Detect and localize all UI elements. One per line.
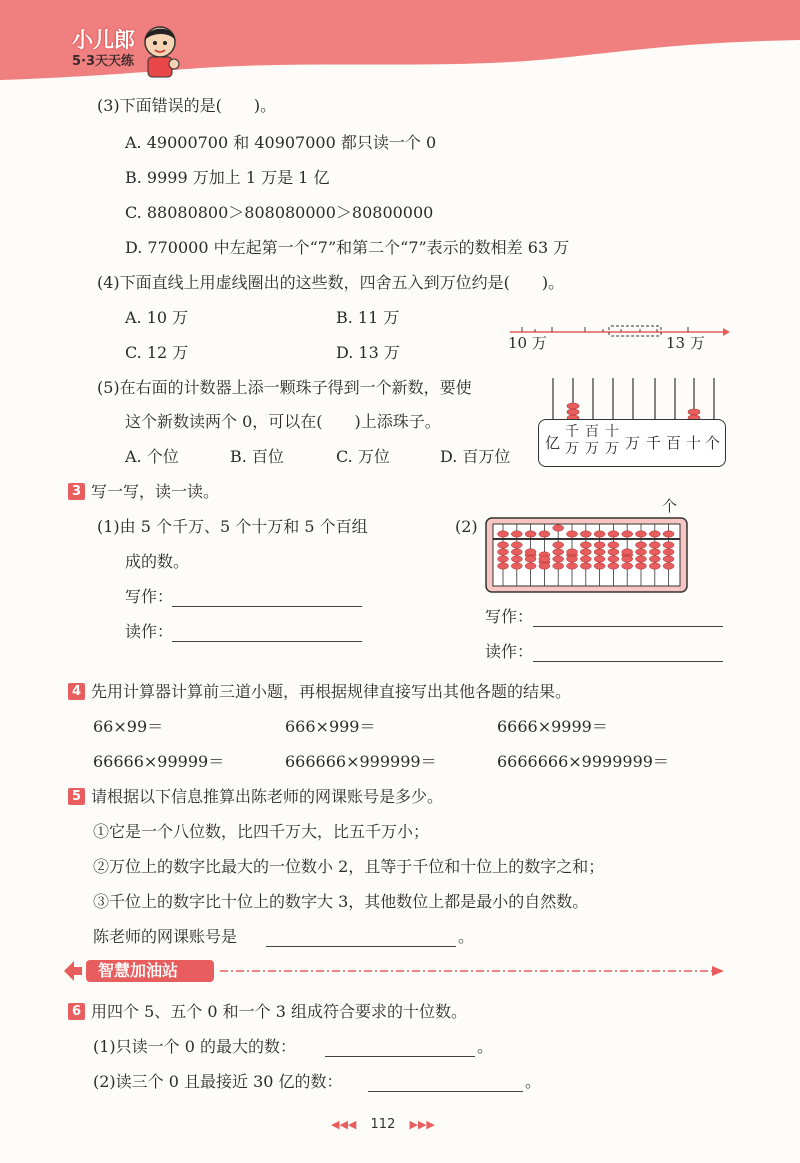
s6-p2: (2)读三个 0 且最接近 30 亿的数： [93, 1072, 343, 1091]
banner-title: 智慧加油站 [98, 961, 179, 980]
q4-title: (4)下面直线上用虚线圈出的这些数，四舍五入到万位约是( )。 [97, 273, 565, 292]
abacus-bead [498, 556, 509, 562]
section3-heading [68, 482, 219, 501]
counter-rods [538, 376, 728, 422]
abacus-bead [594, 563, 605, 569]
s6-p2-end: 。 [525, 1072, 542, 1091]
abacus-bead [663, 549, 674, 555]
section4-heading [68, 682, 571, 701]
unit-bai: 百 [666, 434, 682, 452]
abacus-bead [636, 556, 647, 562]
s3-p1-line1: (1)由 5 个千万、5 个十万和 5 个百组 [97, 517, 368, 536]
abacus-bead [539, 556, 550, 562]
abacus-bead [498, 549, 509, 555]
abacus-bead [553, 549, 564, 555]
unit-shiwan: 十万 [605, 424, 619, 457]
s3-p2-write-blank[interactable] [533, 612, 723, 627]
abacus-bead [649, 556, 660, 562]
abacus-bead [608, 542, 619, 548]
abacus-bead [553, 563, 564, 569]
s6-p2-blank[interactable] [368, 1077, 523, 1092]
q3-option-b: B. 9999 万加上 1 万是 1 亿 [125, 168, 330, 187]
abacus-bead [553, 542, 564, 548]
abacus-bead [567, 556, 578, 562]
abacus-bead [594, 542, 605, 548]
page-footer [331, 1117, 435, 1133]
mascot-icon [138, 22, 186, 80]
section6-title: 用四个 5、五个 0 和一个 3 组成符合要求的十位数。 [91, 1002, 467, 1021]
s5-clue3: ③千位上的数字比十位上的数字大 3，其他数位上都是最小的自然数。 [93, 892, 589, 911]
abacus-bead [498, 542, 509, 548]
abacus-bead [636, 542, 647, 548]
abacus-bead [580, 531, 591, 537]
page-number: 112 [370, 1117, 396, 1132]
abacus-bead [580, 563, 591, 569]
abacus-bead [567, 563, 578, 569]
q5-option-d: D. 百万位 [440, 447, 511, 466]
brand-title: 小儿郎 [72, 28, 135, 52]
abacus-bead [525, 563, 536, 569]
abacus-bead [636, 549, 647, 555]
abacus-ge-label: 个 [662, 497, 678, 515]
abacus-bead [580, 556, 591, 562]
abacus-bead [622, 531, 633, 537]
s4-item-5: 666666×999999＝ [285, 752, 437, 771]
abacus-bead [580, 542, 591, 548]
s4-item-1: 66×99＝ [93, 717, 164, 736]
abacus-bead [608, 549, 619, 555]
q3-option-d: D. 770000 中左起第一个“7”和第二个“7”表示的数相差 63 万 [125, 238, 570, 257]
abacus-bead [539, 531, 550, 537]
s5-answer-suffix: 。 [458, 927, 475, 946]
s3-p1-read-label: 读作： [125, 622, 174, 641]
q4-option-b: B. 11 万 [336, 308, 400, 327]
section3-number: 3 [68, 483, 85, 500]
s3-p1-write-label: 写作： [125, 587, 174, 606]
s6-p1: (1)只读一个 0 的最大的数： [93, 1037, 297, 1056]
s3-p2-label: (2) [455, 517, 478, 536]
unit-wan: 万 [625, 434, 641, 452]
abacus-bead [622, 556, 633, 562]
s6-p1-end: 。 [477, 1037, 494, 1056]
abacus-bead [511, 556, 522, 562]
abacus-bead [663, 556, 674, 562]
s5-answer-blank[interactable] [266, 932, 456, 947]
abacus-bead [567, 549, 578, 555]
abacus-bead [539, 563, 550, 569]
abacus-bead [511, 549, 522, 555]
unit-shi: 十 [686, 434, 702, 452]
s4-item-3: 6666×9999＝ [497, 717, 608, 736]
s3-p2-read-label: 读作： [485, 642, 534, 661]
s6-p1-blank[interactable] [325, 1042, 475, 1057]
abacus-bead [608, 563, 619, 569]
footer-left-arrows-icon: ◀◀◀ [331, 1118, 357, 1131]
s4-item-4: 66666×99999＝ [93, 752, 225, 771]
s3-p2-read-blank[interactable] [533, 647, 723, 662]
abacus-bead [608, 531, 619, 537]
q5-option-a: A. 个位 [125, 447, 179, 466]
abacus-bead [498, 531, 509, 537]
section6-heading [68, 1002, 467, 1021]
section5-heading [68, 787, 443, 806]
q3-option-c: C. 88080800＞808080000＞80800000 [125, 203, 434, 222]
abacus-bead [649, 531, 660, 537]
abacus [485, 517, 688, 593]
abacus-bead [649, 549, 660, 555]
s5-clue2: ②万位上的数字比最大的一位数小 2，且等于千位和十位上的数字之和； [93, 857, 605, 876]
s5-clue1: ①它是一个八位数，比四千万大，比五千万小； [93, 822, 430, 841]
abacus-bead [663, 531, 674, 537]
s5-answer-prefix: 陈老师的网课账号是 [93, 927, 238, 946]
q4-option-a: A. 10 万 [125, 308, 189, 327]
s3-p1-line2: 成的数。 [125, 552, 190, 571]
dashed-circle-mark [609, 326, 661, 336]
abacus-bead [594, 531, 605, 537]
abacus-bead [636, 563, 647, 569]
section5-title: 请根据以下信息推算出陈老师的网课账号是多少。 [91, 787, 444, 806]
unit-qianwan: 千万 [565, 424, 579, 457]
abacus-bead [525, 556, 536, 562]
q5-line2: 这个新数读两个 0，可以在( )上添珠子。 [125, 412, 441, 431]
s3-p1-read-blank[interactable] [172, 627, 362, 642]
abacus-bead [608, 556, 619, 562]
abacus-bead [567, 531, 578, 537]
unit-yi: 亿 [545, 434, 561, 452]
abacus-bead [511, 542, 522, 548]
s3-p1-write-blank[interactable] [172, 592, 362, 607]
s4-item-2: 666×999＝ [285, 717, 376, 736]
abacus-bead [649, 563, 660, 569]
abacus-bead [594, 549, 605, 555]
unit-ge: 个 [705, 434, 721, 452]
abacus-bead [525, 549, 536, 555]
q4-option-c: C. 12 万 [125, 343, 189, 362]
abacus-bead [498, 563, 509, 569]
unit-baiwan: 百万 [585, 424, 599, 457]
abacus-bead [594, 556, 605, 562]
abacus-bead [553, 525, 564, 531]
q3-title: (3)下面错误的是( )。 [97, 96, 277, 115]
number-line-right-label: 13 万 [666, 334, 705, 352]
section4-number: 4 [68, 683, 85, 700]
abacus-bead [525, 531, 536, 537]
q5-line1: (5)在右面的计数器上添一颗珠子得到一个新数，要使 [97, 378, 472, 397]
counter-unit-box [538, 419, 726, 467]
abacus-bead [663, 542, 674, 548]
s4-item-6: 6666666×9999999＝ [497, 752, 669, 771]
abacus-bead [511, 563, 522, 569]
unit-qian: 千 [646, 434, 662, 452]
section5-number: 5 [68, 788, 85, 805]
abacus-bead [636, 531, 647, 537]
section6-number: 6 [68, 1003, 85, 1020]
abacus-bead [663, 563, 674, 569]
abacus-bead [553, 556, 564, 562]
q4-option-d: D. 13 万 [336, 343, 400, 362]
abacus-bead [511, 531, 522, 537]
section3-title: 写一写，读一读。 [91, 482, 220, 501]
q5-option-c: C. 万位 [336, 447, 390, 466]
abacus-bead [580, 549, 591, 555]
s3-p2-write-label: 写作： [485, 607, 534, 626]
section4-title: 先用计算器计算前三道小题，再根据规律直接写出其他各题的结果。 [91, 682, 572, 701]
number-line-left-label: 10 万 [508, 334, 547, 352]
q3-option-a: A. 49000700 和 40907000 都只读一个 0 [125, 133, 437, 152]
abacus-bead [622, 563, 633, 569]
brand-series: 5·3天天练 [72, 54, 135, 69]
footer-right-arrows-icon: ▶▶▶ [409, 1118, 435, 1131]
abacus-bead [649, 542, 660, 548]
q5-option-b: B. 百位 [230, 447, 284, 466]
abacus-bead [622, 549, 633, 555]
